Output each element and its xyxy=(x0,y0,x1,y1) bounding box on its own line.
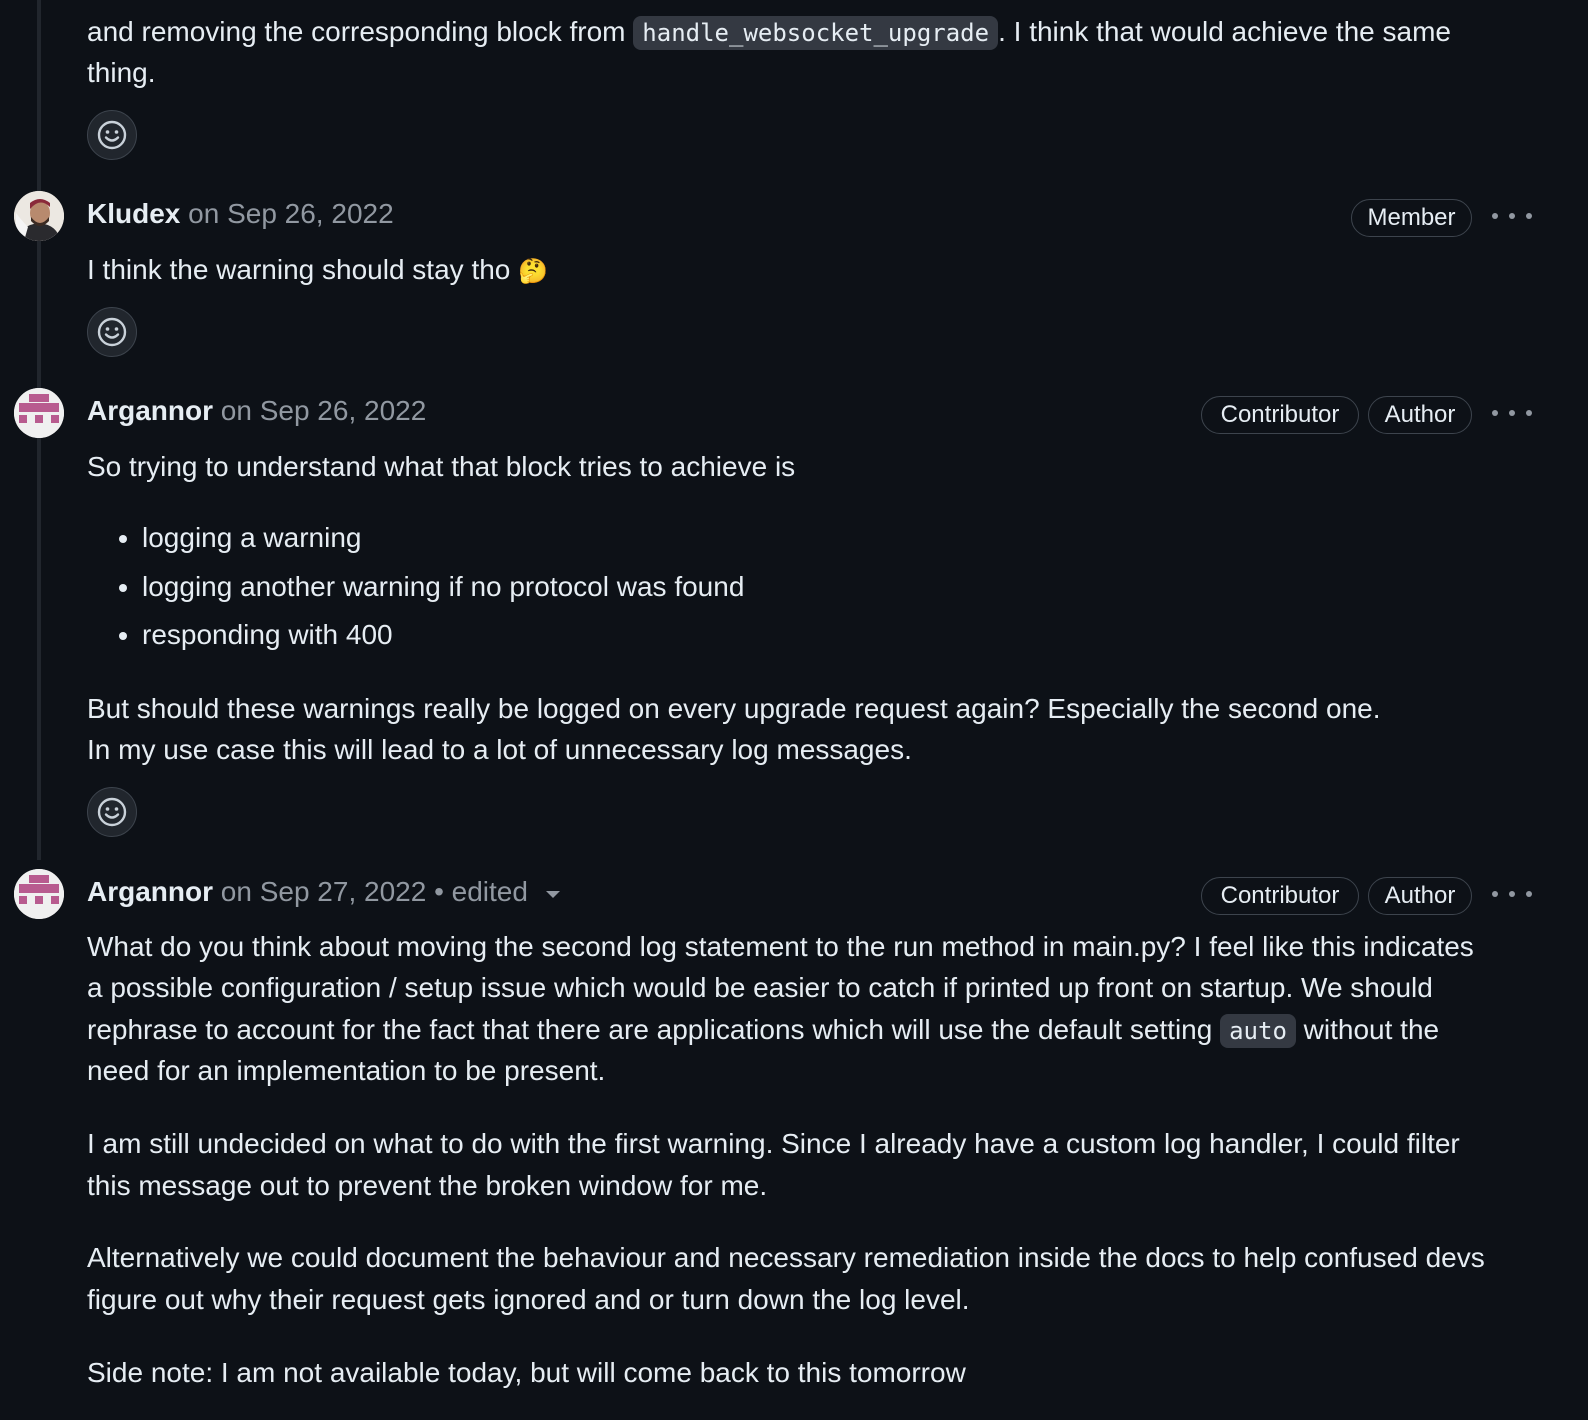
comment-text: rephrase to account for the fact that there are applications which will use the default setting xyxy=(87,1014,1221,1045)
avatar-photo-icon xyxy=(14,191,64,241)
comment-options-button[interactable] xyxy=(1492,403,1532,423)
kebab-horizontal-icon xyxy=(1492,213,1498,219)
comment-header xyxy=(87,393,426,429)
author-badge: Author xyxy=(1368,396,1472,434)
smiley-icon xyxy=(96,316,128,348)
kebab-dot xyxy=(1509,410,1515,416)
comment-text: and removing the corresponding block from xyxy=(87,16,634,47)
author-link[interactable]: Argannor xyxy=(87,876,213,907)
comment-timestamp[interactable]: on Sep 27, 2022 xyxy=(220,876,427,907)
author-link[interactable]: Kludex xyxy=(87,198,181,229)
kebab-dot xyxy=(1509,891,1515,897)
inline-code: auto xyxy=(1220,1014,1296,1048)
member-badge: Member xyxy=(1351,199,1472,237)
thinking-face-emoji: 🤔 xyxy=(518,258,549,285)
avatar[interactable] xyxy=(14,388,64,438)
comment-timestamp[interactable]: on Sep 26, 2022 xyxy=(188,198,394,229)
comment-body-line: figure out why their request gets ignored and or turn down the log level. xyxy=(87,1284,970,1315)
comment-body-line xyxy=(87,11,1451,54)
comment-body-line xyxy=(87,249,548,293)
bullet-list xyxy=(87,514,744,660)
comment-body-line: thing. xyxy=(87,57,156,88)
list-item: • logging a warning xyxy=(142,514,744,563)
comment-body-line: Side note: I am not available today, but will come back to this tomorrow xyxy=(87,1357,966,1388)
kebab-dot xyxy=(1526,213,1532,219)
kebab-horizontal-icon xyxy=(1492,891,1498,897)
comment-timestamp[interactable]: on Sep 26, 2022 xyxy=(220,395,427,426)
comment-body-line: In my use case this will lead to a lot of unnecessary log messages. xyxy=(87,734,912,765)
comment-header xyxy=(87,874,562,910)
comment-body-line: Alternatively we could document the behaviour and necessary remediation inside the docs to help confused devs xyxy=(87,1242,1485,1273)
comment-body-line: need for an implementation to be present. xyxy=(87,1055,606,1086)
add-reaction-button[interactable] xyxy=(87,110,137,160)
contributor-badge: Contributor xyxy=(1201,877,1359,915)
comment-options-button[interactable] xyxy=(1492,206,1532,226)
identicon-icon xyxy=(14,869,64,919)
comment-options-button[interactable] xyxy=(1492,884,1532,904)
comment-body-line: But should these warnings really be logged on every upgrade request again? Especially the second one. xyxy=(87,693,1381,724)
kebab-horizontal-icon xyxy=(1492,410,1498,416)
avatar[interactable] xyxy=(14,869,64,919)
edited-dropdown[interactable] xyxy=(434,876,562,907)
identicon-icon xyxy=(14,388,64,438)
comment-text: I think the warning should stay tho xyxy=(87,254,511,285)
comment-body-line: a possible configuration / setup issue which would be easier to catch if printed up front on startup. We should xyxy=(87,972,1433,1003)
comment-header xyxy=(87,196,394,232)
comment-body-line: So trying to understand what that block tries to achieve is xyxy=(87,451,796,482)
kebab-dot xyxy=(1526,410,1532,416)
triangle-down-icon xyxy=(544,888,562,900)
list-item: • logging another warning if no protocol was found xyxy=(142,563,744,612)
add-reaction-button[interactable] xyxy=(87,307,137,357)
author-badge: Author xyxy=(1368,877,1472,915)
add-reaction-button[interactable] xyxy=(87,787,137,837)
comment-text: without the xyxy=(1295,1014,1440,1045)
comment-text: . I think that would achieve the same xyxy=(998,16,1451,47)
kebab-dot xyxy=(1526,891,1532,897)
smiley-icon xyxy=(96,796,128,828)
edited-label: • edited xyxy=(434,876,528,907)
kebab-dot xyxy=(1509,213,1515,219)
contributor-badge: Contributor xyxy=(1201,396,1359,434)
avatar[interactable] xyxy=(14,191,64,241)
comment-body-line: this message out to prevent the broken window for me. xyxy=(87,1170,768,1201)
comment-body-line: I am still undecided on what to do with the first warning. Since I already have a custom log handler, I could filter xyxy=(87,1128,1460,1159)
list-item: • responding with 400 xyxy=(142,611,744,660)
inline-code: handle_websocket_upgrade xyxy=(633,16,998,50)
author-link[interactable]: Argannor xyxy=(87,395,213,426)
comment-body-line xyxy=(87,1009,1439,1052)
smiley-icon xyxy=(96,119,128,151)
comment-body-line: What do you think about moving the second log statement to the run method in main.py? I feel like this indicates xyxy=(87,931,1474,962)
